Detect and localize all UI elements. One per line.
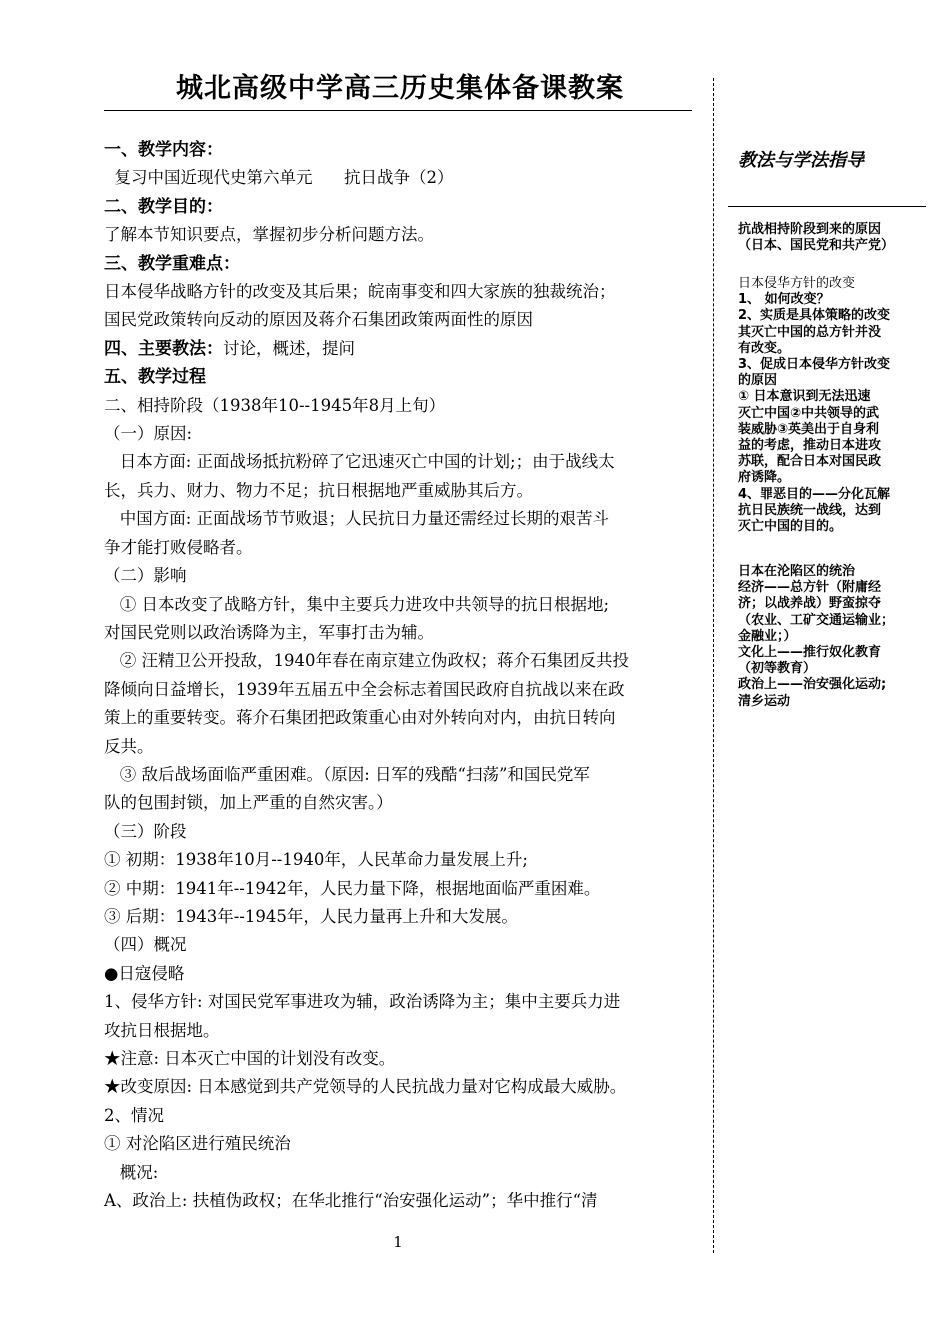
sidebar-note-line: （日本、国民党和共产党） — [738, 238, 895, 254]
sidebar-note-line: 灭亡中国的目的。 — [738, 519, 843, 535]
page-number: 1 — [393, 1233, 403, 1251]
sidebar-note-line: 文化上——推行奴化教育 — [738, 645, 882, 661]
body-line: ③ 后期：1943年--1945年，人民力量再上升和大发展。 — [104, 906, 518, 926]
sidebar-note-line: 3、促成日本侵华方针改变 — [738, 357, 891, 373]
sidebar-note-line: 府诱降。 — [738, 470, 791, 486]
body-line: 1、侵华方针: 对国民党军事进攻为辅，政治诱降为主；集中主要兵力进 — [104, 992, 621, 1012]
section-heading: 二、教学目的： — [104, 196, 223, 217]
body-line: 策上的重要转变。蒋介石集团把政策重心由对外转向对内，由抗日转向 — [104, 708, 616, 728]
sidebar-note-line: 4、罪恶目的——分化瓦解 — [738, 486, 891, 502]
lesson-body — [104, 136, 696, 1215]
sidebar-note-line: 2、实质是具体策略的改变 — [738, 308, 891, 324]
body-line: ① 对沦陷区进行殖民统治 — [104, 1134, 291, 1154]
body-line: 攻抗日根据地。 — [104, 1020, 220, 1040]
document-title: 城北高级中学高三历史集体备课教案 — [176, 73, 624, 104]
body-line: （二）影响 — [104, 566, 187, 586]
body-line: A、政治上: 扶植伪政权；在华北推行“治安强化运动”；华中推行“清 — [104, 1191, 598, 1211]
column-divider — [713, 78, 714, 1253]
sidebar-note-block — [738, 564, 938, 710]
section-heading: 五、教学过程 — [104, 367, 206, 388]
body-line: ③ 敌后战场面临严重困难。（原因: 日军的残酷“扫荡”和国民党军 — [104, 764, 590, 784]
body-line: ●日寇侵略 — [104, 963, 185, 983]
body-line: 2、情况 — [104, 1105, 164, 1125]
sidebar-note-line: 金融业；） — [738, 628, 797, 644]
section-heading: 四、主要教法：讨论，概述，提问 — [104, 338, 355, 359]
body-line: 反共。 — [104, 736, 154, 756]
sidebar-note-block — [738, 222, 938, 254]
body-line: 降倾向日益增长，1939年五届五中全会标志着国民政府自抗战以来在政 — [104, 679, 625, 699]
sidebar-note-line: 抗战相持阶段到来的原因 — [738, 222, 882, 237]
sidebar-note-line: 抗日民族统一战线，达到 — [738, 502, 882, 518]
sidebar-note-line: （农业、工矿交通运输业； — [738, 612, 895, 628]
body-line: 日本侵华战略方针的改变及其后果；皖南事变和四大家族的独裁统治； — [104, 282, 616, 302]
sidebar-note-line: 的原因 — [738, 373, 778, 389]
body-line: （一）原因: — [104, 424, 193, 444]
sidebar-note-line: 其灭亡中国的总方针并没 — [738, 324, 882, 340]
sidebar-note-line: 苏联，配合日本对国民政 — [738, 454, 882, 470]
main-column — [104, 72, 696, 1215]
body-line: 了解本节知识要点，掌握初步分析问题方法。 — [104, 225, 434, 245]
sidebar-note-line: 日本在沦陷区的统治 — [738, 564, 856, 579]
sidebar-note-line: 有改变。 — [738, 340, 791, 356]
body-line: 长，兵力、财力、物力不足；抗日根据地严重威胁其后方。 — [104, 480, 533, 500]
body-line: ★注意: 日本灭亡中国的计划没有改变。 — [104, 1049, 396, 1068]
body-line: 日本方面: 正面战场抵抗粉碎了它迅速灭亡中国的计划;；由于战线太 — [104, 452, 615, 472]
body-line: （三）阶段 — [104, 821, 187, 841]
sidebar-note-line: 1、 如何改变？ — [738, 292, 830, 308]
body-line: 队的包围封锁，加上严重的自然灾害。） — [104, 793, 393, 813]
body-line: 中国方面: 正面战场节节败退；人民抗日力量还需经过长期的艰苦斗 — [104, 509, 610, 529]
body-line: 国民党政策转向反动的原因及蒋介石集团政策两面性的原因 — [104, 310, 533, 330]
body-line: 二、相持阶段（1938年10--1945年8月上旬） — [104, 395, 446, 415]
body-line: 对国民党则以政治诱降为主，军事打击为辅。 — [104, 622, 434, 642]
body-line: ① 初期：1938年10月--1940年，人民革命力量发展上升; — [104, 850, 528, 870]
sidebar-note-line: 经济——总方针（附庸经 — [738, 580, 882, 596]
sidebar-title: 教法与学法指导 — [738, 150, 864, 171]
sidebar-note-line: 益的考虑，推动日本进攻 — [738, 438, 882, 454]
body-line: ① 日本改变了战略方针，集中主要兵力进攻中共领导的抗日根据地; — [104, 594, 610, 614]
sidebar-note-line: 装威胁③英美出于自身利 — [738, 421, 880, 437]
sidebar-note-line: 济；以战养战）野蛮掠夺 — [738, 596, 882, 612]
section-heading: 一、教学内容： — [104, 140, 223, 160]
section-heading: 三、教学重难点： — [104, 253, 240, 274]
body-line: （四）概况 — [104, 935, 187, 955]
sidebar-note-line: 政治上——治安强化运动; — [738, 677, 887, 693]
sidebar-note-line: ① 日本意识到无法迅速 — [738, 389, 871, 405]
body-line: 争才能打败侵略者。 — [104, 537, 253, 557]
sidebar-note-line: 灭亡中国②中共领导的武 — [738, 405, 880, 421]
sidebar-note-line: 清乡运动 — [738, 693, 791, 709]
sidebar-note-line: （初等教育） — [738, 661, 817, 677]
body-line: ② 汪精卫公开投敌，1940年春在南京建立伪政权；蒋介石集团反共投 — [104, 651, 629, 671]
body-line: ★改变原因: 日本感觉到共产党领导的人民抗战力量对它构成最大威胁。 — [104, 1077, 627, 1097]
sidebar-note-block — [738, 276, 938, 535]
sidebar-title-rule — [728, 206, 926, 207]
sidebar-note-line: 日本侵华方针的改变 — [738, 276, 856, 291]
body-line: 概况: — [104, 1162, 159, 1182]
body-line: 复习中国近现代史第六单元 抗日战争（2） — [104, 168, 454, 188]
body-line: ② 中期：1941年--1942年，人民力量下降，根据地面临严重困难。 — [104, 878, 601, 898]
